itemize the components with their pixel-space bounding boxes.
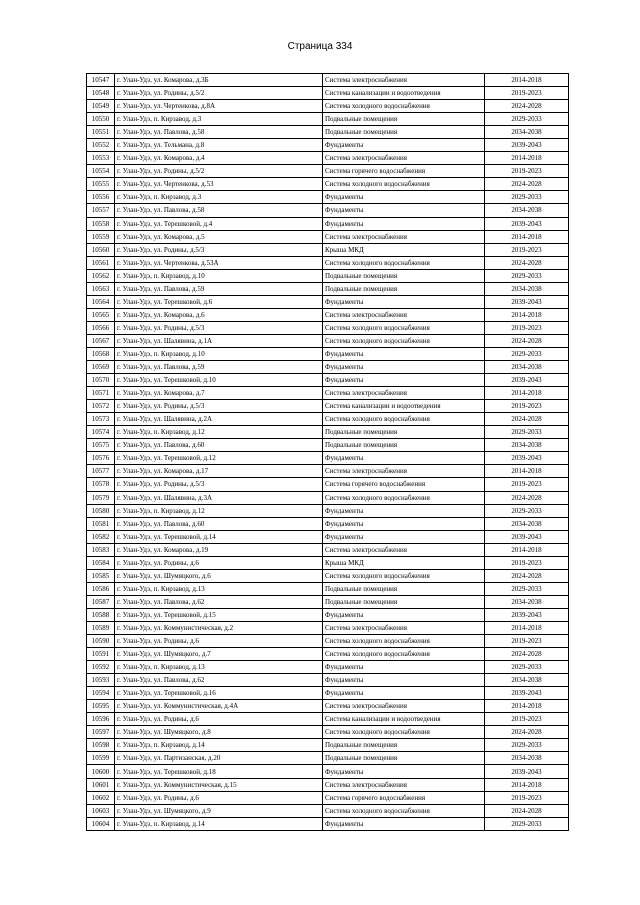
address-cell: г. Улан-Удэ, ул. Чертенкова, д.8А bbox=[115, 100, 323, 113]
record-id-cell: 10569 bbox=[87, 361, 115, 374]
table-row bbox=[87, 674, 569, 687]
address-cell: г. Улан-Удэ, ул. Комарова, д.5 bbox=[115, 230, 323, 243]
table-row bbox=[87, 752, 569, 765]
system-cell: Система электроснабжения bbox=[323, 465, 485, 478]
period-cell: 2019-2023 bbox=[485, 478, 569, 491]
table-row bbox=[87, 361, 569, 374]
record-id-cell: 10578 bbox=[87, 478, 115, 491]
record-id-cell: 10564 bbox=[87, 295, 115, 308]
record-id-cell: 10577 bbox=[87, 465, 115, 478]
address-cell: г. Улан-Удэ, п. Кирзавод, д.13 bbox=[115, 661, 323, 674]
period-cell: 2034-2038 bbox=[485, 517, 569, 530]
period-cell: 2024-2028 bbox=[485, 256, 569, 269]
period-cell: 2019-2023 bbox=[485, 791, 569, 804]
address-cell: г. Улан-Удэ, ул. Коммунистическая, д.15 bbox=[115, 778, 323, 791]
period-cell: 2019-2023 bbox=[485, 556, 569, 569]
record-id-cell: 10552 bbox=[87, 139, 115, 152]
period-cell: 2039-2043 bbox=[485, 452, 569, 465]
period-cell: 2014-2018 bbox=[485, 74, 569, 87]
system-cell: Система холодного водоснабжения bbox=[323, 726, 485, 739]
table-row bbox=[87, 230, 569, 243]
record-id-cell: 10599 bbox=[87, 752, 115, 765]
system-cell: Фундаменты bbox=[323, 504, 485, 517]
period-cell: 2014-2018 bbox=[485, 465, 569, 478]
address-cell: г. Улан-Удэ, ул. Терешковой, д.18 bbox=[115, 765, 323, 778]
table-row bbox=[87, 465, 569, 478]
address-cell: г. Улан-Удэ, ул. Шумяцкого, д.7 bbox=[115, 648, 323, 661]
address-cell: г. Улан-Удэ, ул. Павлова, д.59 bbox=[115, 282, 323, 295]
address-cell: г. Улан-Удэ, ул. Родины, д.5/3 bbox=[115, 243, 323, 256]
record-id-cell: 10554 bbox=[87, 165, 115, 178]
system-cell: Система электроснабжения bbox=[323, 543, 485, 556]
system-cell: Фундаменты bbox=[323, 217, 485, 230]
system-cell: Система канализации и водоотведения bbox=[323, 713, 485, 726]
record-id-cell: 10573 bbox=[87, 413, 115, 426]
address-cell: г. Улан-Удэ, ул. Терешковой, д.12 bbox=[115, 452, 323, 465]
period-cell: 2029-2033 bbox=[485, 582, 569, 595]
period-cell: 2034-2038 bbox=[485, 752, 569, 765]
period-cell: 2024-2028 bbox=[485, 726, 569, 739]
table-row bbox=[87, 608, 569, 621]
table-row bbox=[87, 569, 569, 582]
record-id-cell: 10558 bbox=[87, 217, 115, 230]
table-row bbox=[87, 269, 569, 282]
period-cell: 2039-2043 bbox=[485, 608, 569, 621]
table-row bbox=[87, 582, 569, 595]
record-id-cell: 10581 bbox=[87, 517, 115, 530]
address-cell: г. Улан-Удэ, ул. Шумяцкого, д.6 bbox=[115, 569, 323, 582]
record-id-cell: 10588 bbox=[87, 608, 115, 621]
table-row bbox=[87, 817, 569, 830]
address-cell: г. Улан-Удэ, ул. Коммунистическая, д.2 bbox=[115, 621, 323, 634]
record-id-cell: 10602 bbox=[87, 791, 115, 804]
table-row bbox=[87, 478, 569, 491]
table-row bbox=[87, 178, 569, 191]
table-row bbox=[87, 126, 569, 139]
address-cell: г. Улан-Удэ, ул. Комарова, д.3Б bbox=[115, 74, 323, 87]
table-row bbox=[87, 152, 569, 165]
address-cell: г. Улан-Удэ, ул. Комарова, д.17 bbox=[115, 465, 323, 478]
table-row bbox=[87, 804, 569, 817]
system-cell: Система холодного водоснабжения bbox=[323, 100, 485, 113]
period-cell: 2029-2033 bbox=[485, 347, 569, 360]
period-cell: 2039-2043 bbox=[485, 530, 569, 543]
system-cell: Крыша МКД bbox=[323, 243, 485, 256]
record-id-cell: 10571 bbox=[87, 387, 115, 400]
table-row bbox=[87, 621, 569, 634]
system-cell: Фундаменты bbox=[323, 295, 485, 308]
address-cell: г. Улан-Удэ, п. Кирзавод, д.13 bbox=[115, 582, 323, 595]
period-cell: 2039-2043 bbox=[485, 139, 569, 152]
record-id-cell: 10586 bbox=[87, 582, 115, 595]
system-cell: Фундаменты bbox=[323, 608, 485, 621]
table-row bbox=[87, 530, 569, 543]
record-id-cell: 10574 bbox=[87, 426, 115, 439]
system-cell: Подвальные помещения bbox=[323, 739, 485, 752]
page-number-label: Страница 334 bbox=[287, 41, 353, 52]
table-row bbox=[87, 543, 569, 556]
record-id-cell: 10570 bbox=[87, 374, 115, 387]
period-cell: 2024-2028 bbox=[485, 334, 569, 347]
record-id-cell: 10566 bbox=[87, 321, 115, 334]
record-id-cell: 10595 bbox=[87, 700, 115, 713]
table-row bbox=[87, 504, 569, 517]
record-id-cell: 10585 bbox=[87, 569, 115, 582]
system-cell: Система холодного водоснабжения bbox=[323, 491, 485, 504]
table-row bbox=[87, 243, 569, 256]
address-cell: г. Улан-Удэ, ул. Комарова, д.4 bbox=[115, 152, 323, 165]
address-cell: г. Улан-Удэ, п. Кирзавод, д.12 bbox=[115, 426, 323, 439]
period-cell: 2024-2028 bbox=[485, 569, 569, 582]
address-cell: г. Улан-Удэ, ул. Павлова, д.60 bbox=[115, 439, 323, 452]
system-cell: Фундаменты bbox=[323, 817, 485, 830]
record-id-cell: 10560 bbox=[87, 243, 115, 256]
table-row bbox=[87, 595, 569, 608]
address-cell: г. Улан-Удэ, ул. Родины, д.5/3 bbox=[115, 321, 323, 334]
record-id-cell: 10562 bbox=[87, 269, 115, 282]
record-id-cell: 10594 bbox=[87, 687, 115, 700]
table-row bbox=[87, 700, 569, 713]
table-row bbox=[87, 713, 569, 726]
period-cell: 2014-2018 bbox=[485, 700, 569, 713]
table-body bbox=[87, 74, 569, 831]
period-cell: 2029-2033 bbox=[485, 817, 569, 830]
period-cell: 2039-2043 bbox=[485, 295, 569, 308]
system-cell: Подвальные помещения bbox=[323, 752, 485, 765]
table-row bbox=[87, 635, 569, 648]
address-cell: г. Улан-Удэ, ул. Родины, д.6 bbox=[115, 635, 323, 648]
period-cell: 2029-2033 bbox=[485, 661, 569, 674]
system-cell: Подвальные помещения bbox=[323, 426, 485, 439]
address-cell: г. Улан-Удэ, ул. Павлова, д.62 bbox=[115, 595, 323, 608]
table-row bbox=[87, 256, 569, 269]
record-id-cell: 10559 bbox=[87, 230, 115, 243]
system-cell: Система канализации и водоотведения bbox=[323, 400, 485, 413]
system-cell: Подвальные помещения bbox=[323, 595, 485, 608]
record-id-cell: 10583 bbox=[87, 543, 115, 556]
system-cell: Система электроснабжения bbox=[323, 621, 485, 634]
record-id-cell: 10582 bbox=[87, 530, 115, 543]
address-cell: г. Улан-Удэ, ул. Чертенкова, д.53 bbox=[115, 178, 323, 191]
table-row bbox=[87, 400, 569, 413]
system-cell: Система электроснабжения bbox=[323, 308, 485, 321]
address-cell: г. Улан-Удэ, ул. Терешковой, д.10 bbox=[115, 374, 323, 387]
system-cell: Фундаменты bbox=[323, 452, 485, 465]
system-cell: Фундаменты bbox=[323, 191, 485, 204]
address-cell: г. Улан-Удэ, ул. Павлова, д.58 bbox=[115, 204, 323, 217]
table-row bbox=[87, 648, 569, 661]
table-row bbox=[87, 87, 569, 100]
record-id-cell: 10572 bbox=[87, 400, 115, 413]
period-cell: 2014-2018 bbox=[485, 308, 569, 321]
system-cell: Фундаменты bbox=[323, 374, 485, 387]
table-row bbox=[87, 387, 569, 400]
period-cell: 2034-2038 bbox=[485, 595, 569, 608]
record-id-cell: 10598 bbox=[87, 739, 115, 752]
system-cell: Система холодного водоснабжения bbox=[323, 413, 485, 426]
record-id-cell: 10563 bbox=[87, 282, 115, 295]
table-row bbox=[87, 347, 569, 360]
period-cell: 2034-2038 bbox=[485, 674, 569, 687]
period-cell: 2014-2018 bbox=[485, 621, 569, 634]
system-cell: Фундаменты bbox=[323, 517, 485, 530]
repair-schedule-table bbox=[86, 73, 569, 831]
period-cell: 2014-2018 bbox=[485, 230, 569, 243]
period-cell: 2039-2043 bbox=[485, 217, 569, 230]
system-cell: Фундаменты bbox=[323, 361, 485, 374]
period-cell: 2034-2038 bbox=[485, 204, 569, 217]
period-cell: 2024-2028 bbox=[485, 413, 569, 426]
system-cell: Система холодного водоснабжения bbox=[323, 256, 485, 269]
period-cell: 2019-2023 bbox=[485, 321, 569, 334]
table-row bbox=[87, 74, 569, 87]
system-cell: Система холодного водоснабжения bbox=[323, 635, 485, 648]
record-id-cell: 10567 bbox=[87, 334, 115, 347]
system-cell: Система горячего водоснабжения bbox=[323, 165, 485, 178]
period-cell: 2034-2038 bbox=[485, 282, 569, 295]
table-row bbox=[87, 778, 569, 791]
table-row bbox=[87, 191, 569, 204]
address-cell: г. Улан-Удэ, ул. Павлова, д.60 bbox=[115, 517, 323, 530]
record-id-cell: 10561 bbox=[87, 256, 115, 269]
record-id-cell: 10547 bbox=[87, 74, 115, 87]
system-cell: Фундаменты bbox=[323, 674, 485, 687]
address-cell: г. Улан-Удэ, ул. Комарова, д.7 bbox=[115, 387, 323, 400]
address-cell: г. Улан-Удэ, п. Кирзавод, д.10 bbox=[115, 347, 323, 360]
address-cell: г. Улан-Удэ, ул. Тельмана, д.8 bbox=[115, 139, 323, 152]
table-row bbox=[87, 439, 569, 452]
table-row bbox=[87, 374, 569, 387]
period-cell: 2029-2033 bbox=[485, 426, 569, 439]
period-cell: 2024-2028 bbox=[485, 100, 569, 113]
record-id-cell: 10593 bbox=[87, 674, 115, 687]
record-id-cell: 10565 bbox=[87, 308, 115, 321]
record-id-cell: 10549 bbox=[87, 100, 115, 113]
system-cell: Система холодного водоснабжения bbox=[323, 648, 485, 661]
address-cell: г. Улан-Удэ, п. Кирзавод, д.3 bbox=[115, 113, 323, 126]
period-cell: 2014-2018 bbox=[485, 778, 569, 791]
system-cell: Система холодного водоснабжения bbox=[323, 334, 485, 347]
period-cell: 2019-2023 bbox=[485, 635, 569, 648]
record-id-cell: 10579 bbox=[87, 491, 115, 504]
record-id-cell: 10604 bbox=[87, 817, 115, 830]
table-row bbox=[87, 113, 569, 126]
address-cell: г. Улан-Удэ, ул. Шумяцкого, д.9 bbox=[115, 804, 323, 817]
address-cell: г. Улан-Удэ, п. Кирзавод, д.14 bbox=[115, 817, 323, 830]
record-id-cell: 10568 bbox=[87, 347, 115, 360]
system-cell: Система электроснабжения bbox=[323, 230, 485, 243]
address-cell: г. Улан-Удэ, ул. Коммунистическая, д.4А bbox=[115, 700, 323, 713]
table-row bbox=[87, 661, 569, 674]
table-row bbox=[87, 204, 569, 217]
table-row bbox=[87, 426, 569, 439]
system-cell: Фундаменты bbox=[323, 765, 485, 778]
system-cell: Подвальные помещения bbox=[323, 282, 485, 295]
record-id-cell: 10597 bbox=[87, 726, 115, 739]
record-id-cell: 10591 bbox=[87, 648, 115, 661]
system-cell: Система горячего водоснабжения bbox=[323, 478, 485, 491]
address-cell: г. Улан-Удэ, ул. Родины, д.5/3 bbox=[115, 478, 323, 491]
address-cell: г. Улан-Удэ, ул. Шалявина, д.1А bbox=[115, 334, 323, 347]
table-row bbox=[87, 491, 569, 504]
address-cell: г. Улан-Удэ, ул. Терешковой, д.15 bbox=[115, 608, 323, 621]
address-cell: г. Улан-Удэ, ул. Павлова, д.62 bbox=[115, 674, 323, 687]
address-cell: г. Улан-Удэ, ул. Шалявина, д.2А bbox=[115, 413, 323, 426]
record-id-cell: 10603 bbox=[87, 804, 115, 817]
record-id-cell: 10601 bbox=[87, 778, 115, 791]
address-cell: г. Улан-Удэ, ул. Комарова, д.6 bbox=[115, 308, 323, 321]
system-cell: Фундаменты bbox=[323, 139, 485, 152]
period-cell: 2034-2038 bbox=[485, 126, 569, 139]
system-cell: Фундаменты bbox=[323, 204, 485, 217]
address-cell: г. Улан-Удэ, ул. Терешковой, д.16 bbox=[115, 687, 323, 700]
period-cell: 2039-2043 bbox=[485, 687, 569, 700]
table-row bbox=[87, 295, 569, 308]
period-cell: 2024-2028 bbox=[485, 648, 569, 661]
table-row bbox=[87, 334, 569, 347]
record-id-cell: 10575 bbox=[87, 439, 115, 452]
address-cell: г. Улан-Удэ, п. Кирзавод, д.12 bbox=[115, 504, 323, 517]
address-cell: г. Улан-Удэ, ул. Терешковой, д.14 bbox=[115, 530, 323, 543]
table-row bbox=[87, 517, 569, 530]
system-cell: Крыша МКД bbox=[323, 556, 485, 569]
address-cell: г. Улан-Удэ, ул. Чертенкова, д.53А bbox=[115, 256, 323, 269]
period-cell: 2024-2028 bbox=[485, 178, 569, 191]
table-row bbox=[87, 321, 569, 334]
address-cell: г. Улан-Удэ, ул. Родины, д.5/3 bbox=[115, 400, 323, 413]
system-cell: Фундаменты bbox=[323, 687, 485, 700]
address-cell: г. Улан-Удэ, ул. Родины, д.5/2 bbox=[115, 165, 323, 178]
address-cell: г. Улан-Удэ, ул. Комарова, д.19 bbox=[115, 543, 323, 556]
record-id-cell: 10584 bbox=[87, 556, 115, 569]
period-cell: 2014-2018 bbox=[485, 387, 569, 400]
system-cell: Фундаменты bbox=[323, 530, 485, 543]
period-cell: 2019-2023 bbox=[485, 243, 569, 256]
system-cell: Подвальные помещения bbox=[323, 582, 485, 595]
system-cell: Подвальные помещения bbox=[323, 113, 485, 126]
table-row bbox=[87, 452, 569, 465]
record-id-cell: 10548 bbox=[87, 87, 115, 100]
period-cell: 2039-2043 bbox=[485, 374, 569, 387]
record-id-cell: 10555 bbox=[87, 178, 115, 191]
period-cell: 2029-2033 bbox=[485, 191, 569, 204]
address-cell: г. Улан-Удэ, ул. Родины, д.5/2 bbox=[115, 87, 323, 100]
period-cell: 2029-2033 bbox=[485, 739, 569, 752]
address-cell: г. Улан-Удэ, ул. Родины, д.6 bbox=[115, 556, 323, 569]
period-cell: 2034-2038 bbox=[485, 439, 569, 452]
table-row bbox=[87, 282, 569, 295]
record-id-cell: 10576 bbox=[87, 452, 115, 465]
period-cell: 2019-2023 bbox=[485, 165, 569, 178]
period-cell: 2029-2033 bbox=[485, 504, 569, 517]
table-row bbox=[87, 687, 569, 700]
record-id-cell: 10556 bbox=[87, 191, 115, 204]
table-row bbox=[87, 308, 569, 321]
system-cell: Система горячего водоснабжения bbox=[323, 791, 485, 804]
system-cell: Система холодного водоснабжения bbox=[323, 569, 485, 582]
record-id-cell: 10553 bbox=[87, 152, 115, 165]
system-cell: Система электроснабжения bbox=[323, 387, 485, 400]
system-cell: Подвальные помещения bbox=[323, 126, 485, 139]
table-row bbox=[87, 165, 569, 178]
address-cell: г. Улан-Удэ, ул. Терешковой, д.6 bbox=[115, 295, 323, 308]
address-cell: г. Улан-Удэ, ул. Павлова, д.59 bbox=[115, 361, 323, 374]
period-cell: 2019-2023 bbox=[485, 713, 569, 726]
system-cell: Система электроснабжения bbox=[323, 152, 485, 165]
record-id-cell: 10580 bbox=[87, 504, 115, 517]
table-row bbox=[87, 765, 569, 778]
system-cell: Система канализации и водоотведения bbox=[323, 87, 485, 100]
address-cell: г. Улан-Удэ, ул. Шалявина, д.3А bbox=[115, 491, 323, 504]
table-row bbox=[87, 739, 569, 752]
record-id-cell: 10596 bbox=[87, 713, 115, 726]
table-row bbox=[87, 100, 569, 113]
system-cell: Подвальные помещения bbox=[323, 269, 485, 282]
system-cell: Фундаменты bbox=[323, 347, 485, 360]
period-cell: 2039-2043 bbox=[485, 765, 569, 778]
system-cell: Фундаменты bbox=[323, 661, 485, 674]
period-cell: 2019-2023 bbox=[485, 400, 569, 413]
table-row bbox=[87, 413, 569, 426]
address-cell: г. Улан-Удэ, ул. Партизанская, д.20 bbox=[115, 752, 323, 765]
record-id-cell: 10592 bbox=[87, 661, 115, 674]
period-cell: 2029-2033 bbox=[485, 113, 569, 126]
table-row bbox=[87, 726, 569, 739]
record-id-cell: 10551 bbox=[87, 126, 115, 139]
record-id-cell: 10557 bbox=[87, 204, 115, 217]
table-row bbox=[87, 139, 569, 152]
period-cell: 2014-2018 bbox=[485, 543, 569, 556]
system-cell: Система электроснабжения bbox=[323, 700, 485, 713]
record-id-cell: 10600 bbox=[87, 765, 115, 778]
record-id-cell: 10587 bbox=[87, 595, 115, 608]
table-row bbox=[87, 217, 569, 230]
address-cell: г. Улан-Удэ, п. Кирзавод, д.10 bbox=[115, 269, 323, 282]
period-cell: 2034-2038 bbox=[485, 361, 569, 374]
period-cell: 2019-2023 bbox=[485, 87, 569, 100]
address-cell: г. Улан-Удэ, ул. Павлова, д.58 bbox=[115, 126, 323, 139]
record-id-cell: 10589 bbox=[87, 621, 115, 634]
address-cell: г. Улан-Удэ, п. Кирзавод, д.14 bbox=[115, 739, 323, 752]
system-cell: Система холодного водоснабжения bbox=[323, 178, 485, 191]
system-cell: Подвальные помещения bbox=[323, 439, 485, 452]
address-cell: г. Улан-Удэ, ул. Родины, д.6 bbox=[115, 791, 323, 804]
address-cell: г. Улан-Удэ, п. Кирзавод, д.3 bbox=[115, 191, 323, 204]
system-cell: Система электроснабжения bbox=[323, 778, 485, 791]
period-cell: 2014-2018 bbox=[485, 152, 569, 165]
record-id-cell: 10550 bbox=[87, 113, 115, 126]
table-row bbox=[87, 556, 569, 569]
period-cell: 2029-2033 bbox=[485, 269, 569, 282]
address-cell: г. Улан-Удэ, ул. Шумяцкого, д.8 bbox=[115, 726, 323, 739]
record-id-cell: 10590 bbox=[87, 635, 115, 648]
system-cell: Система электроснабжения bbox=[323, 74, 485, 87]
period-cell: 2024-2028 bbox=[485, 491, 569, 504]
system-cell: Система холодного водоснабжения bbox=[323, 804, 485, 817]
address-cell: г. Улан-Удэ, ул. Терешковой, д.4 bbox=[115, 217, 323, 230]
period-cell: 2024-2028 bbox=[485, 804, 569, 817]
system-cell: Система холодного водоснабжения bbox=[323, 321, 485, 334]
address-cell: г. Улан-Удэ, ул. Родины, д.6 bbox=[115, 713, 323, 726]
table-row bbox=[87, 791, 569, 804]
